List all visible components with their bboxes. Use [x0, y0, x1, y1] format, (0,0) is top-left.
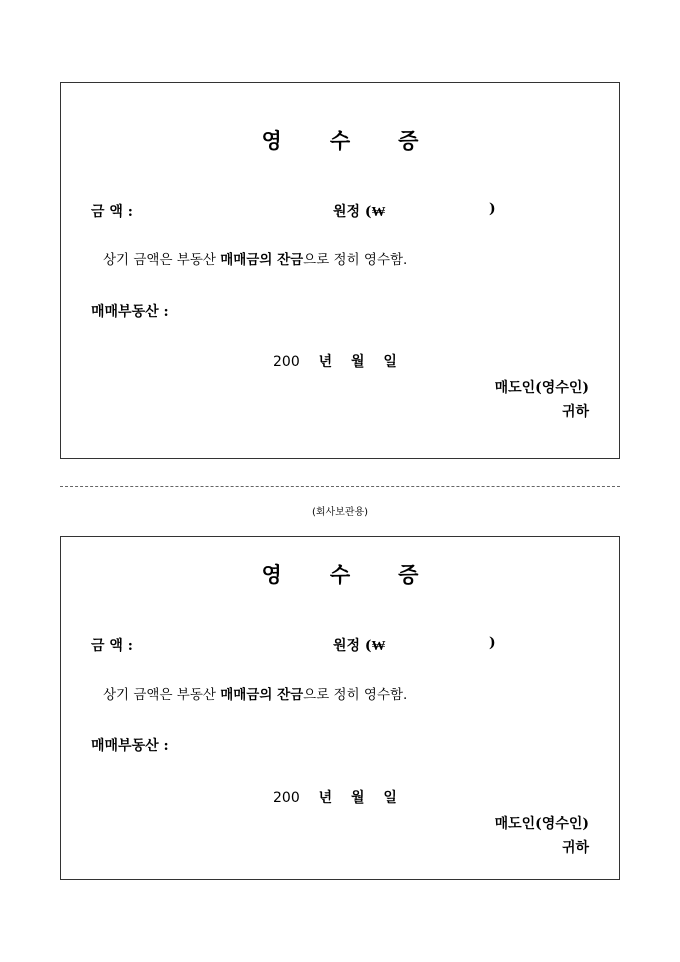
- receipt-statement: 상기 금액은 부동산 매매금의 잔금으로 정히 영수함.: [103, 687, 408, 703]
- amount-label: 금 액 :: [91, 638, 133, 654]
- amount-won: 원정 (₩: [333, 638, 386, 654]
- date-row: [273, 351, 411, 371]
- honorific: 귀하: [561, 404, 589, 420]
- property-label: 매매부동산 :: [91, 738, 169, 754]
- seller-label: 매도인(영수인): [494, 816, 589, 832]
- date-day-unit: 일: [383, 354, 397, 370]
- receipt-title: 영 수 증: [261, 562, 419, 587]
- amount-close-paren: ): [489, 201, 496, 217]
- date-year-unit: 년: [318, 354, 333, 370]
- honorific: 귀하: [561, 840, 589, 856]
- cut-line: [60, 486, 620, 487]
- date-year: 200: [273, 354, 300, 370]
- receipt-statement: 상기 금액은 부동산 매매금의 잔금으로 정히 영수함.: [103, 252, 408, 268]
- company-keep-label: (회사보관용): [311, 507, 369, 518]
- date-year: 200: [273, 790, 300, 806]
- property-label: 매매부동산 :: [91, 304, 169, 320]
- receipt-customer-copy: [60, 82, 620, 459]
- seller-label: 매도인(영수인): [494, 380, 589, 396]
- date-day-unit: 일: [383, 790, 397, 806]
- receipt-title: 영 수 증: [261, 128, 419, 153]
- amount-label: 금 액 :: [91, 204, 133, 220]
- date-month-unit: 월: [351, 354, 365, 370]
- date-year-unit: 년: [318, 790, 333, 806]
- receipt-company-copy: [60, 536, 620, 880]
- amount-close-paren: ): [489, 635, 496, 651]
- date-row: [273, 787, 411, 807]
- amount-won: 원정 (₩: [333, 204, 386, 220]
- date-month-unit: 월: [351, 790, 365, 806]
